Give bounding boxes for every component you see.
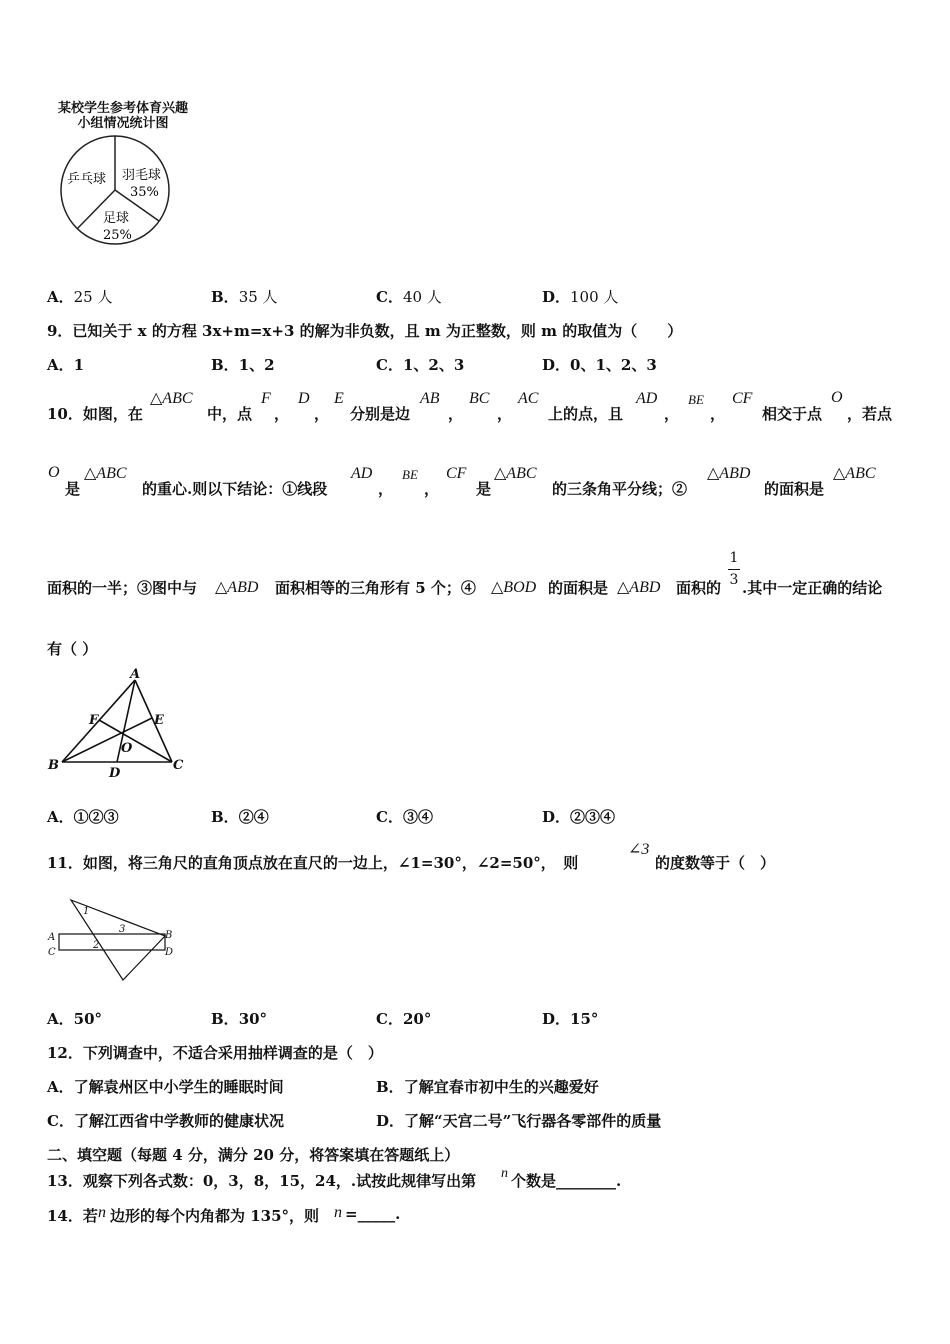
math-segment-ab: AB [420,390,440,407]
label-d: D [165,947,174,958]
chart-title-line1: 某校学生参考体育兴趣 [57,101,188,116]
punct: ， [448,405,464,423]
pie-slice-label: 足球 [103,211,130,226]
question-14-text: 边形的每个内角都为 135°，则 [110,1207,320,1225]
option-d: D．15° [542,1010,599,1028]
option-b: B．30° [211,1010,268,1028]
question-14-text: =_____. [345,1205,401,1223]
math-segment-ac: AC [518,390,539,407]
option-b: B．了解宜春市初中生的兴趣爱好 [376,1078,599,1096]
question-10-text: 上的点，且 [548,405,624,423]
question-9-stem: 9．已知关于 x 的方程 3x+m=x+3 的解为非负数，且 m 为正整数，则 m 的取值为（ ） [47,322,683,340]
label-o: O [121,741,133,756]
option-a: A．25 人 [47,288,113,306]
label-e: E [154,713,164,728]
option-c: C．③④ [376,808,433,826]
pie-slice-percent: 35% [130,185,159,200]
math-angle-3: ∠3 [628,841,650,858]
punct: ， [378,480,394,498]
angle-label-2: 2 [93,940,100,951]
fraction-bar [728,569,740,570]
question-10-text: 分别是边 [350,405,411,423]
question-10-text: 有（ ） [47,640,98,658]
math-var-n: n [334,1204,342,1221]
option-c: C．40 人 [376,288,442,306]
question-13-text: 个数是________. [511,1172,622,1190]
question-10-text: 面积相等的三角形有 5 个；④ [275,579,476,597]
math-point-d: D [298,390,310,407]
math-segment-bc: BC [469,390,490,407]
question-10-text: 相交于点 [762,405,823,423]
question-10-text: 面积的一半；③图中与 [47,579,198,597]
punct: ， [274,405,290,423]
option-a: A．①②③ [47,808,119,826]
label-b: B [48,758,59,773]
math-triangle-abd: △ABD [215,579,259,596]
ruler-triangle-figure [45,894,180,984]
label-a: A [130,668,141,682]
question-14-text: 14．若 [47,1207,98,1225]
math-triangle-abc: △ABC [84,465,127,482]
triangle-figure [45,668,190,783]
pie-slice-label: 羽毛球 [122,168,162,183]
math-segment-be: BE [402,467,418,482]
math-point-o: O [831,389,843,406]
option-a: A．1 [47,356,85,374]
section-heading: 二、填空题（每题 4 分，满分 20 分，将答案填在答题纸上） [47,1146,460,1164]
math-triangle-bod: △BOD [491,579,537,596]
question-10-text: ，若点 [847,405,893,423]
option-d: D．②③④ [542,808,616,826]
math-triangle-abc: △ABC [833,465,876,482]
pie-slice-percent: 25% [103,228,132,243]
option-d: D．100 人 [542,288,619,306]
question-10-text: 是 [476,480,492,498]
question-10-text: 的面积是 [764,480,825,498]
fraction-denominator: 3 [729,572,739,588]
math-segment-cf: CF [732,390,753,407]
question-10-text: 的重心.则以下结论：①线段 [142,480,328,498]
math-point-f: F [261,390,271,407]
punct: ， [497,405,513,423]
math-triangle-abd: △ABD [617,579,661,596]
chart-title-line2: 小组情况统计图 [77,116,169,131]
option-b: B．②④ [211,808,269,826]
fraction-numerator: 1 [729,550,739,566]
math-triangle-abc: △ABC [150,390,193,407]
label-c: C [173,758,184,773]
math-triangle-abc: △ABC [494,465,537,482]
math-var-n: n [98,1204,106,1221]
label-f: F [89,713,99,728]
question-10-text: 10．如图，在 [47,405,143,423]
pie-slice-label: 乒乓球 [67,172,107,187]
math-point-o: O [48,464,60,481]
option-d: D．了解“天宫二号”飞行器各零部件的质量 [376,1112,662,1130]
punct: ， [710,405,726,423]
chart-title [40,101,206,131]
option-b: B．1、2 [211,356,275,374]
option-c: C．了解江西省中学教师的健康状况 [47,1112,284,1130]
question-11-text: 11．如图，将三角尺的直角顶点放在直尺的一边上，∠1=30°，∠2=50°， 则 [47,854,579,872]
math-point-e: E [334,390,344,407]
question-10-text: 的三条角平分线；② [552,480,688,498]
label-c: C [48,947,56,958]
question-12-stem: 12．下列调查中，不适合采用抽样调查的是（ ） [47,1044,383,1062]
math-segment-cf: CF [446,465,467,482]
question-10-text: 是 [65,480,81,498]
label-d: D [109,766,121,781]
pie-chart [55,135,175,255]
option-b: B．35 人 [211,288,278,306]
option-a: A．50° [47,1010,103,1028]
option-c: C．20° [376,1010,432,1028]
label-a: A [48,932,56,943]
punct: ， [314,405,330,423]
angle-label-1: 1 [83,906,90,917]
math-segment-ad: AD [636,390,658,407]
ruler [59,934,165,950]
question-10-text: 中，点 [207,405,253,423]
label-b: B [165,930,173,941]
angle-label-3: 3 [119,924,126,935]
punct: ， [424,480,440,498]
fraction-one-third [727,550,741,589]
option-a: A．了解袁州区中小学生的睡眠时间 [47,1078,284,1096]
question-10-text: 面积的 [676,579,722,597]
math-var-n: n [501,1166,508,1181]
math-segment-ad: AD [351,465,373,482]
question-10-text: .其中一定正确的结论 [742,579,883,597]
option-d: D．0、1、2、3 [542,356,657,374]
math-segment-be: BE [688,392,704,407]
question-11-text: 的度数等于（ ） [655,854,776,872]
math-triangle-abd: △ABD [707,465,751,482]
question-10-text: 的面积是 [548,579,609,597]
question-13-text: 13．观察下列各式数：0，3，8，15，24，.试按此规律写出第 [47,1172,477,1190]
punct: ， [664,405,680,423]
option-c: C．1、2、3 [376,356,465,374]
